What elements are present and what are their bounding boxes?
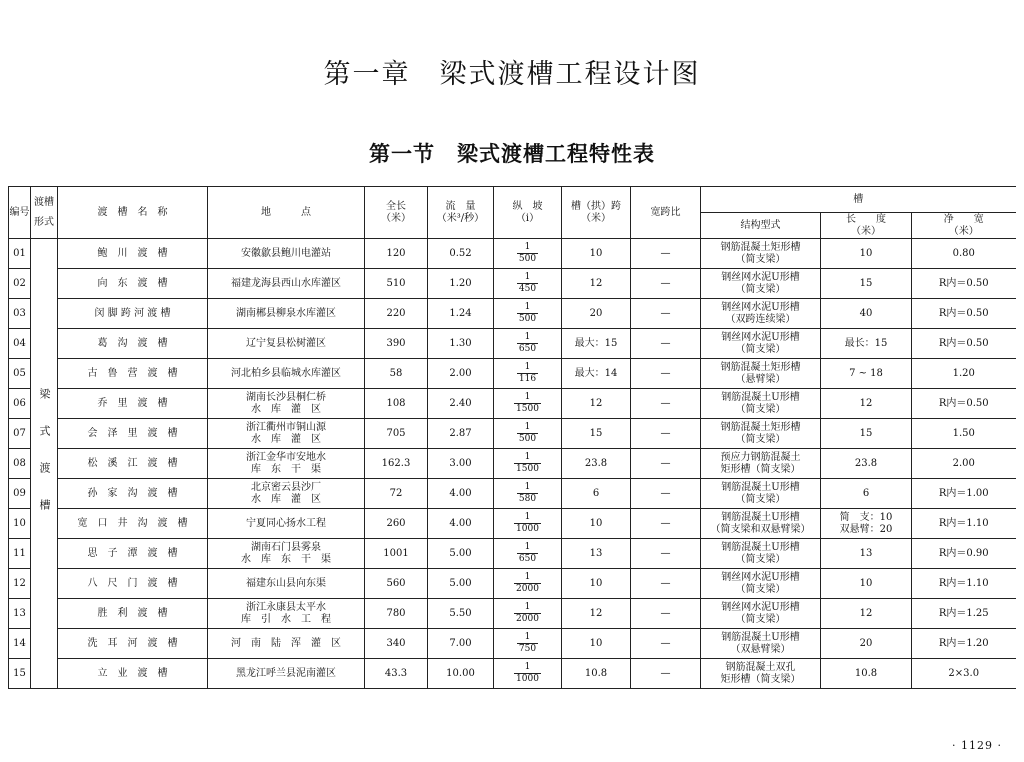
flow-rate: 5.00 bbox=[428, 539, 494, 569]
slope bbox=[494, 269, 562, 299]
flow-rate: 1.24 bbox=[428, 299, 494, 329]
header-group-trough: 槽 bbox=[701, 187, 1016, 213]
location: 北京密云县沙厂 水 库 灌 区 bbox=[208, 479, 365, 509]
table-row bbox=[9, 569, 1016, 599]
total-length: 120 bbox=[365, 239, 428, 269]
trough-name: 松 溪 江 渡 槽 bbox=[58, 449, 208, 479]
trough-length: 10 bbox=[821, 239, 912, 269]
chapter-title: 第一章 梁式渡槽工程设计图 bbox=[323, 59, 701, 90]
row-no: 03 bbox=[9, 299, 31, 329]
table-row bbox=[9, 539, 1016, 569]
row-no: 05 bbox=[9, 359, 31, 389]
table-row bbox=[9, 419, 1016, 449]
flow-rate: 10.00 bbox=[428, 659, 494, 689]
width-span-ratio: — bbox=[631, 419, 701, 449]
location: 福建东山县向东渠 bbox=[208, 569, 365, 599]
slope bbox=[494, 419, 562, 449]
width-span-ratio: — bbox=[631, 509, 701, 539]
trough-length: 10 bbox=[821, 569, 912, 599]
structure-type: 钢丝网水泥U形槽 （简支梁） bbox=[701, 269, 821, 299]
flow-rate: 2.00 bbox=[428, 359, 494, 389]
slope-fraction: $\frac{1}{580}$ bbox=[518, 482, 537, 504]
span: 最大：15 bbox=[562, 329, 631, 359]
trough-name: 会 泽 里 渡 槽 bbox=[58, 419, 208, 449]
row-no: 01 bbox=[9, 239, 31, 269]
slope bbox=[494, 479, 562, 509]
location: 浙江金华市安地水 库 东 干 渠 bbox=[208, 449, 365, 479]
structure-type: 钢筋混凝土U形槽 （简支梁） bbox=[701, 539, 821, 569]
header-structure: 结构型式 bbox=[701, 213, 821, 239]
slope-fraction: $\frac{1}{1500}$ bbox=[516, 392, 539, 414]
clear-width: R内＝0.90 bbox=[912, 539, 1016, 569]
section-title: 第一节 梁式渡槽工程特性表 bbox=[369, 141, 655, 166]
table-row bbox=[9, 449, 1016, 479]
structure-type: 预应力钢筋混凝土 矩形槽（简支梁） bbox=[701, 449, 821, 479]
total-length: 43.3 bbox=[365, 659, 428, 689]
width-span-ratio: — bbox=[631, 299, 701, 329]
total-length: 780 bbox=[365, 599, 428, 629]
header-trough-length: 长 度 （米） bbox=[821, 213, 912, 239]
row-no: 15 bbox=[9, 659, 31, 689]
trough-name: 八 尺 门 渡 槽 bbox=[58, 569, 208, 599]
clear-width: R内＝0.50 bbox=[912, 269, 1016, 299]
trough-length: 最长：15 bbox=[821, 329, 912, 359]
aqueduct-spec-table bbox=[8, 186, 1016, 689]
total-length: 510 bbox=[365, 269, 428, 299]
total-length: 162.3 bbox=[365, 449, 428, 479]
slope bbox=[494, 599, 562, 629]
structure-type: 钢筋混凝土U形槽 （简支梁） bbox=[701, 389, 821, 419]
location: 辽宁复县松树灌区 bbox=[208, 329, 365, 359]
header-no: 编号 bbox=[9, 187, 31, 239]
location: 黑龙江呼兰县泥南灌区 bbox=[208, 659, 365, 689]
structure-type: 钢丝网水泥U形槽 （双跨连续梁） bbox=[701, 299, 821, 329]
slope bbox=[494, 509, 562, 539]
span: 23.8 bbox=[562, 449, 631, 479]
span: 15 bbox=[562, 419, 631, 449]
width-span-ratio: — bbox=[631, 449, 701, 479]
slope bbox=[494, 449, 562, 479]
width-span-ratio: — bbox=[631, 479, 701, 509]
clear-width: R内＝1.25 bbox=[912, 599, 1016, 629]
clear-width: R内＝1.10 bbox=[912, 569, 1016, 599]
span: 10 bbox=[562, 239, 631, 269]
location: 湖南郴县柳泉水库灌区 bbox=[208, 299, 365, 329]
slope-fraction: $\frac{1}{750}$ bbox=[518, 632, 537, 654]
row-no: 11 bbox=[9, 539, 31, 569]
row-no: 04 bbox=[9, 329, 31, 359]
clear-width: 0.80 bbox=[912, 239, 1016, 269]
slope bbox=[494, 569, 562, 599]
location: 浙江衢州市铜山源 水 库 灌 区 bbox=[208, 419, 365, 449]
span: 20 bbox=[562, 299, 631, 329]
width-span-ratio: — bbox=[631, 539, 701, 569]
slope-fraction: $\frac{1}{116}$ bbox=[518, 362, 537, 384]
row-no: 06 bbox=[9, 389, 31, 419]
location: 安徽歙县鲍川电灌站 bbox=[208, 239, 365, 269]
total-length: 220 bbox=[365, 299, 428, 329]
slope bbox=[494, 329, 562, 359]
clear-width: R内＝1.20 bbox=[912, 629, 1016, 659]
span: 6 bbox=[562, 479, 631, 509]
span: 12 bbox=[562, 389, 631, 419]
table-row bbox=[9, 599, 1016, 629]
clear-width: R内＝1.10 bbox=[912, 509, 1016, 539]
trough-name: 向 东 渡 槽 bbox=[58, 269, 208, 299]
structure-type: 钢筋混凝土矩形槽 （简支梁） bbox=[701, 239, 821, 269]
flow-rate: 1.20 bbox=[428, 269, 494, 299]
total-length: 340 bbox=[365, 629, 428, 659]
table-row bbox=[9, 239, 1016, 269]
flow-rate: 7.00 bbox=[428, 629, 494, 659]
trough-name: 孙 家 沟 渡 槽 bbox=[58, 479, 208, 509]
flow-rate: 2.87 bbox=[428, 419, 494, 449]
location: 宁夏同心扬水工程 bbox=[208, 509, 365, 539]
header-row-1 bbox=[9, 187, 1016, 213]
trough-length: 10.8 bbox=[821, 659, 912, 689]
width-span-ratio: — bbox=[631, 329, 701, 359]
slope-fraction: $\frac{1}{650}$ bbox=[518, 542, 537, 564]
span: 10.8 bbox=[562, 659, 631, 689]
flow-rate: 0.52 bbox=[428, 239, 494, 269]
header-flow: 流 量 （米³/秒） bbox=[428, 187, 494, 239]
page-number: · 1129 · bbox=[952, 739, 1002, 752]
clear-width: R内＝0.50 bbox=[912, 389, 1016, 419]
trough-name: 鲍 川 渡 槽 bbox=[58, 239, 208, 269]
location: 河 南 陆 浑 灌 区 bbox=[208, 629, 365, 659]
slope bbox=[494, 539, 562, 569]
total-length: 390 bbox=[365, 329, 428, 359]
trough-length: 简 支：10 双悬臂：20 bbox=[821, 509, 912, 539]
flow-rate: 3.00 bbox=[428, 449, 494, 479]
trough-name: 宽 口 井 沟 渡 槽 bbox=[58, 509, 208, 539]
slope-fraction: $\frac{1}{2000}$ bbox=[516, 602, 539, 624]
trough-length: 23.8 bbox=[821, 449, 912, 479]
flow-rate: 5.50 bbox=[428, 599, 494, 629]
location: 福建龙海县西山水库灌区 bbox=[208, 269, 365, 299]
trough-name: 葛 沟 渡 槽 bbox=[58, 329, 208, 359]
row-no: 14 bbox=[9, 629, 31, 659]
header-slope: 纵 坡 （i） bbox=[494, 187, 562, 239]
span: 12 bbox=[562, 269, 631, 299]
clear-width: 2×3.0 bbox=[912, 659, 1016, 689]
trough-name: 思 子 潭 渡 槽 bbox=[58, 539, 208, 569]
slope bbox=[494, 659, 562, 689]
trough-length: 12 bbox=[821, 599, 912, 629]
row-no: 07 bbox=[9, 419, 31, 449]
structure-type: 钢筋混凝土U形槽 （简支梁和双悬臂梁） bbox=[701, 509, 821, 539]
slope-fraction: $\frac{1}{1500}$ bbox=[516, 452, 539, 474]
row-no: 08 bbox=[9, 449, 31, 479]
span: 最大：14 bbox=[562, 359, 631, 389]
trough-length: 20 bbox=[821, 629, 912, 659]
form-group-label: 梁式渡槽 bbox=[38, 387, 51, 536]
clear-width: R内＝0.50 bbox=[912, 329, 1016, 359]
header-clear-width: 净 宽 （米） bbox=[912, 213, 1016, 239]
header-name: 渡 槽 名 称 bbox=[58, 187, 208, 239]
trough-length: 7 ~ 18 bbox=[821, 359, 912, 389]
total-length: 560 bbox=[365, 569, 428, 599]
total-length: 58 bbox=[365, 359, 428, 389]
slope-fraction: $\frac{1}{500}$ bbox=[518, 422, 537, 444]
row-no: 09 bbox=[9, 479, 31, 509]
trough-name: 洗 耳 河 渡 槽 bbox=[58, 629, 208, 659]
trough-length: 12 bbox=[821, 389, 912, 419]
width-span-ratio: — bbox=[631, 389, 701, 419]
structure-type: 钢丝网水泥U形槽 （简支梁） bbox=[701, 329, 821, 359]
span: 13 bbox=[562, 539, 631, 569]
structure-type: 钢筋混凝土矩形槽 （悬臂梁） bbox=[701, 359, 821, 389]
span: 10 bbox=[562, 509, 631, 539]
location: 河北柏乡县临城水库灌区 bbox=[208, 359, 365, 389]
structure-type: 钢丝网水泥U形槽 （简支梁） bbox=[701, 569, 821, 599]
total-length: 260 bbox=[365, 509, 428, 539]
width-span-ratio: — bbox=[631, 629, 701, 659]
trough-length: 13 bbox=[821, 539, 912, 569]
trough-name: 胜 利 渡 槽 bbox=[58, 599, 208, 629]
location: 湖南长沙县桐仁桥 水 库 灌 区 bbox=[208, 389, 365, 419]
trough-name: 古 鲁 营 渡 槽 bbox=[58, 359, 208, 389]
table-row bbox=[9, 329, 1016, 359]
slope-fraction: $\frac{1}{1000}$ bbox=[516, 512, 539, 534]
row-no: 13 bbox=[9, 599, 31, 629]
span: 10 bbox=[562, 629, 631, 659]
trough-length: 15 bbox=[821, 269, 912, 299]
slope-fraction: $\frac{1}{1000}$ bbox=[516, 662, 539, 684]
flow-rate: 5.00 bbox=[428, 569, 494, 599]
header-span: 槽（拱）跨 （米） bbox=[562, 187, 631, 239]
location: 湖南石门县雾泉 水 库 东 干 渠 bbox=[208, 539, 365, 569]
slope bbox=[494, 299, 562, 329]
structure-type: 钢筋混凝土矩形槽 （简支梁） bbox=[701, 419, 821, 449]
flow-rate: 4.00 bbox=[428, 479, 494, 509]
row-no: 02 bbox=[9, 269, 31, 299]
flow-rate: 2.40 bbox=[428, 389, 494, 419]
slope bbox=[494, 389, 562, 419]
table-row bbox=[9, 659, 1016, 689]
span: 10 bbox=[562, 569, 631, 599]
structure-type: 钢筋混凝土U形槽 （简支梁） bbox=[701, 479, 821, 509]
header-length: 全长 （米） bbox=[365, 187, 428, 239]
clear-width: R内＝0.50 bbox=[912, 299, 1016, 329]
total-length: 108 bbox=[365, 389, 428, 419]
row-no: 12 bbox=[9, 569, 31, 599]
header-form: 渡槽 形式 bbox=[31, 187, 58, 239]
location: 浙江永康县太平水 库 引 水 工 程 bbox=[208, 599, 365, 629]
table-row bbox=[9, 509, 1016, 539]
total-length: 1001 bbox=[365, 539, 428, 569]
row-no: 10 bbox=[9, 509, 31, 539]
trough-length: 6 bbox=[821, 479, 912, 509]
table-row bbox=[9, 299, 1016, 329]
clear-width: 2.00 bbox=[912, 449, 1016, 479]
width-span-ratio: — bbox=[631, 569, 701, 599]
structure-type: 钢丝网水泥U形槽 （简支梁） bbox=[701, 599, 821, 629]
slope-fraction: $\frac{1}{650}$ bbox=[518, 332, 537, 354]
table-row bbox=[9, 269, 1016, 299]
slope-fraction: $\frac{1}{450}$ bbox=[518, 272, 537, 294]
width-span-ratio: — bbox=[631, 239, 701, 269]
width-span-ratio: — bbox=[631, 359, 701, 389]
total-length: 72 bbox=[365, 479, 428, 509]
structure-type: 钢筋混凝土双孔 矩形槽（简支梁） bbox=[701, 659, 821, 689]
table-row bbox=[9, 629, 1016, 659]
slope bbox=[494, 239, 562, 269]
slope-fraction: $\frac{1}{500}$ bbox=[518, 302, 537, 324]
trough-name: 立 业 渡 槽 bbox=[58, 659, 208, 689]
table-row bbox=[9, 359, 1016, 389]
clear-width: 1.50 bbox=[912, 419, 1016, 449]
header-location: 地 点 bbox=[208, 187, 365, 239]
width-span-ratio: — bbox=[631, 599, 701, 629]
slope-fraction: $\frac{1}{500}$ bbox=[518, 242, 537, 264]
trough-length: 40 bbox=[821, 299, 912, 329]
table-row bbox=[9, 479, 1016, 509]
header-ratio: 宽跨比 bbox=[631, 187, 701, 239]
slope bbox=[494, 359, 562, 389]
width-span-ratio: — bbox=[631, 269, 701, 299]
trough-name: 闵 脚 跨 河 渡 槽 bbox=[58, 299, 208, 329]
flow-rate: 4.00 bbox=[428, 509, 494, 539]
width-span-ratio: — bbox=[631, 659, 701, 689]
table-row bbox=[9, 389, 1016, 419]
slope bbox=[494, 629, 562, 659]
structure-type: 钢筋混凝土U形槽 （双悬臂梁） bbox=[701, 629, 821, 659]
clear-width: R内＝1.00 bbox=[912, 479, 1016, 509]
slope-fraction: $\frac{1}{2000}$ bbox=[516, 572, 539, 594]
flow-rate: 1.30 bbox=[428, 329, 494, 359]
clear-width: 1.20 bbox=[912, 359, 1016, 389]
trough-length: 15 bbox=[821, 419, 912, 449]
span: 12 bbox=[562, 599, 631, 629]
form-group-cell bbox=[31, 239, 58, 689]
trough-name: 乔 里 渡 槽 bbox=[58, 389, 208, 419]
total-length: 705 bbox=[365, 419, 428, 449]
